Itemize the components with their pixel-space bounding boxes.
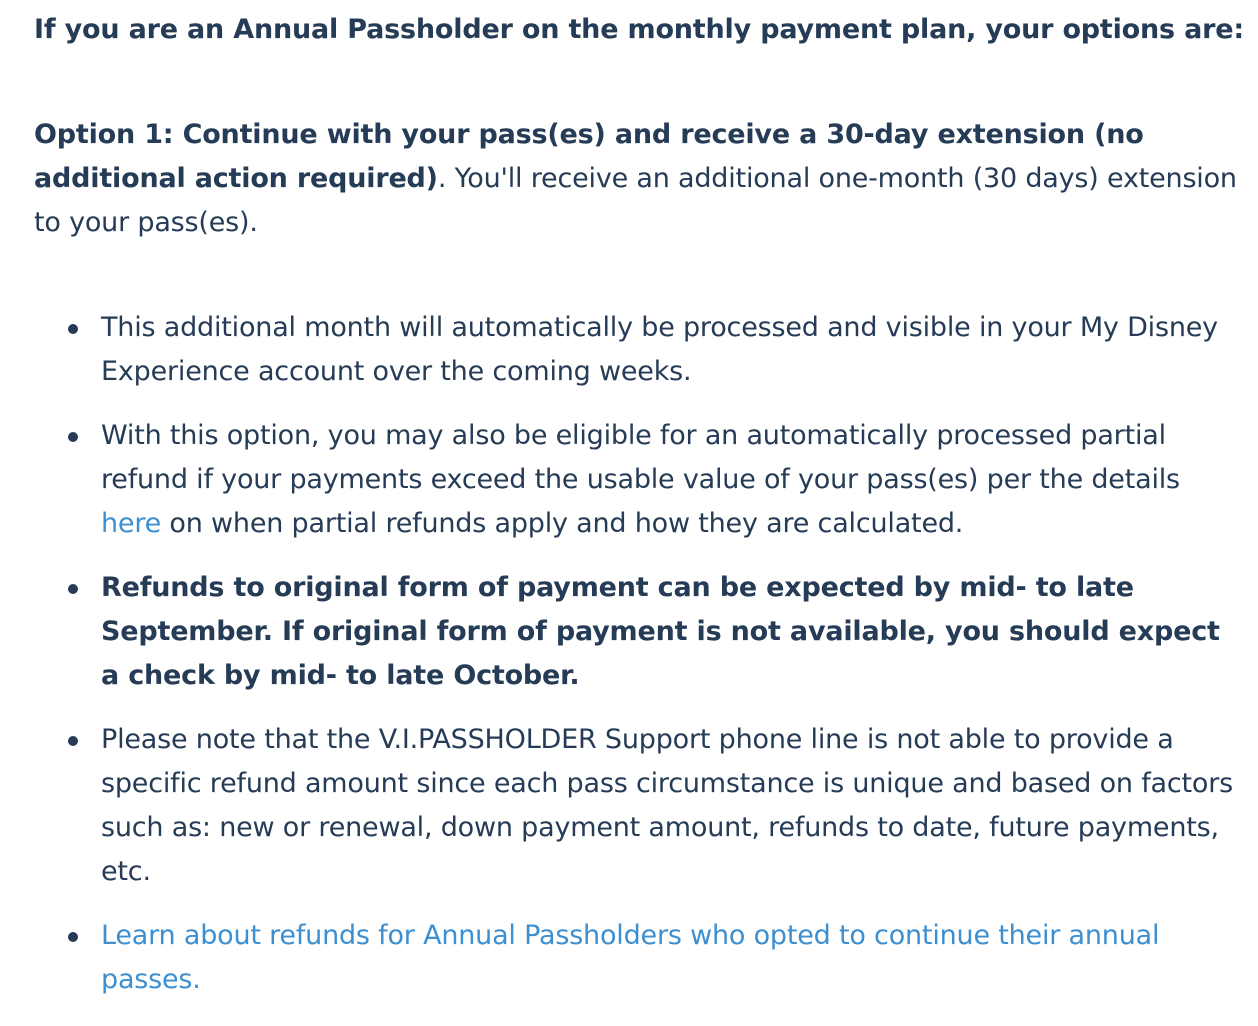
option-1-title: Option 1: Continue with your pass(es) and receive a 30-day extension (no additional action required) [34, 119, 1144, 194]
option-1-details-list [34, 306, 1244, 1002]
list-item [34, 914, 1244, 1002]
article-content [34, 8, 1244, 1022]
bullet-icon [68, 324, 78, 334]
list-item-text: This additional month will automatically be processed and visible in your My Disney Experience account over the coming weeks. [101, 312, 1218, 387]
section-heading: If you are an Annual Passholder on the monthly payment plan, your options are: [34, 14, 1244, 45]
list-item-text: Please note that the V.I.PASSHOLDER Support phone line is not able to provide a specific refund amount since each pass circumstance is unique and based on factors such as: new or renewal, down payment amount, refunds to date, future payments, etc. [101, 724, 1233, 887]
bullet-icon [68, 736, 78, 746]
option-1-description: . You'll receive an additional one-month (30 days) extension to your pass(es). [34, 163, 1237, 238]
bullet-icon [68, 432, 78, 442]
list-item-text: on when partial refunds apply and how they are calculated. [161, 508, 964, 539]
list-item [34, 566, 1244, 698]
option-1-paragraph [34, 113, 1244, 245]
partial-refund-details-link[interactable]: here [101, 508, 162, 539]
refund-timing-text: Refunds to original form of payment can be expected by mid- to late September. If original form of payment is not available, you should expect a check by mid- to late October. [101, 572, 1220, 691]
list-item-text: With this option, you may also be eligible for an automatically processed partial refund if your payments exceed the usable value of your pass(es) per the details [101, 420, 1180, 495]
bullet-icon [68, 584, 78, 594]
bullet-icon [68, 932, 78, 942]
list-item [34, 306, 1244, 394]
learn-about-refunds-link[interactable]: Learn about refunds for Annual Passholders who opted to continue their annual passes. [101, 920, 1160, 995]
list-item [34, 414, 1244, 546]
list-item [34, 718, 1244, 894]
